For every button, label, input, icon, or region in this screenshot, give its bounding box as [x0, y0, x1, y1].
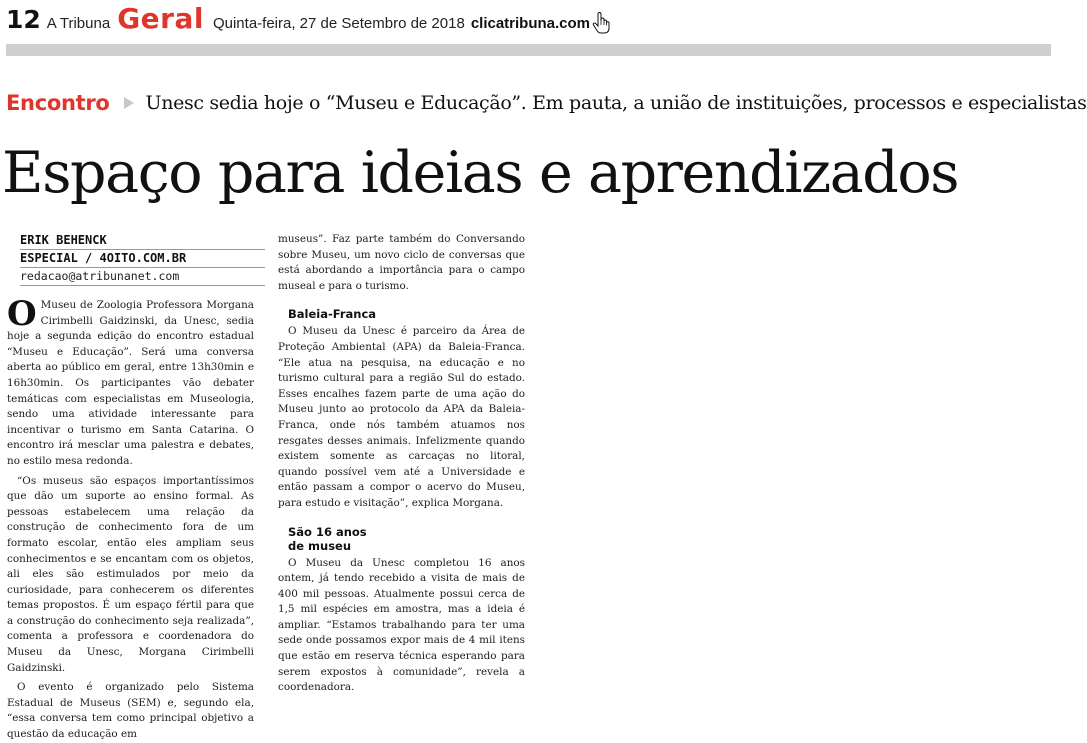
subhead-16-anos-line2: de museu: [288, 538, 352, 553]
byline-author: ERIK BEHENCK: [20, 232, 265, 250]
byline: [20, 232, 265, 286]
paragraph-lead: [7, 294, 254, 470]
article-column-1: [7, 294, 254, 741]
page-number: 12: [6, 5, 41, 34]
subhead-16-anos: [288, 525, 525, 553]
website-link[interactable]: clicatribuna.com: [470, 15, 591, 32]
hand-pointer-icon: [592, 12, 610, 34]
drop-cap: O: [7, 294, 37, 334]
newspaper-name: A Tribuna: [46, 15, 111, 32]
byline-email[interactable]: redacao@atribunanet.com: [20, 268, 265, 286]
paragraph: “Os museus são espaços importantíssimos que dão um suporte ao ensino formal. As pessoas estabelecem uma relação da construção de conhecimento fora de um formato escolar, então eles ampliam seus conhecimentos e se encantam com os objetos, ali eles são estimulados por meio da curiosidade, para conhecerem os diferentes temas propostos. É um espaço fértil para que a construção do conhecimento seja realizada”, comenta a professora e coordenadora do Museu da Unesc, Morgana Cirimbelli Gaidzinski.: [7, 474, 254, 674]
paragraph-lead-text: Museu de Zoologia Professora Morgana Cirimbelli Gaidzinski, da Unesc, sedia hoje a segunda edição do encontro estadual “Museu e Educação”. Será uma conversa aberta ao público em geral, entre 13h30min e 16h30min. Os participantes vão debater temáticas com especialistas em Museologia, sendo uma atividade interessante para incentivar o turismo em Santa Catarina. O encontro irá mesclar uma palestra e debates, no estilo mesa redonda.: [7, 299, 254, 467]
page-folio: [6, 2, 610, 40]
paragraph: O Museu da Unesc é parceiro da Área de Proteção Ambiental (APA) da Baleia-Franca. “Ele atua na pesquisa, na educação e no turismo cultural para a região Sul do estado. Esses encalhes fazem parte de uma ação do Museu junto ao protocolo da APA da Baleia-Franca, onde nós também atuamos nos resgates desses animais. Infelizmente quando existem somente as carcaças no litoral, quando possível vem até a Universidade e então passam a compor o acervo do Museu, para estudo e visitação”, explica Morgana.: [278, 325, 525, 509]
article-subtitle: Unesc sedia hoje o “Museu e Educação”. Em pauta, a união de instituições, processos e especialistas: [145, 92, 1087, 114]
section-name: Geral: [117, 2, 204, 35]
byline-organization: ESPECIAL / 4OITO.COM.BR: [20, 250, 265, 268]
subhead-baleia-franca: Baleia-Franca: [288, 307, 377, 322]
header-rule: [6, 44, 1051, 56]
article-column-2: [278, 232, 525, 710]
kicker-line: [6, 88, 1087, 118]
publication-date: Quinta-feira, 27 de Setembro de 2018: [212, 15, 465, 32]
subhead-16-anos-line1: São 16 anos: [288, 524, 367, 539]
paragraph: museus”. Faz parte também do Conversando sobre Museu, um novo ciclo de conversas que está abordando a importância para o campo museal e para o turismo.: [278, 233, 525, 292]
arrow-right-icon: [124, 97, 134, 109]
paragraph: O evento é organizado pelo Sistema Estadual de Museus (SEM) e, segundo ela, “essa conversa tem como principal objetivo a questão da educação em: [7, 681, 254, 741]
kicker: Encontro: [6, 91, 110, 115]
paragraph: O Museu da Unesc completou 16 anos ontem, já tendo recebido a visita de mais de 400 mil pessoas. Atualmente possui cerca de 1,5 mil espécies em amostra, mas a ideia é ampliar. “Estamos trabalhando para ter uma sede onde possamos expor mais de 4 mil itens que estão em reserva técnica esperando para serem expostos à comunidade”, revela a coordenadora.: [278, 556, 525, 694]
article-headline: Espaço para ideias e aprendizados: [2, 140, 959, 206]
